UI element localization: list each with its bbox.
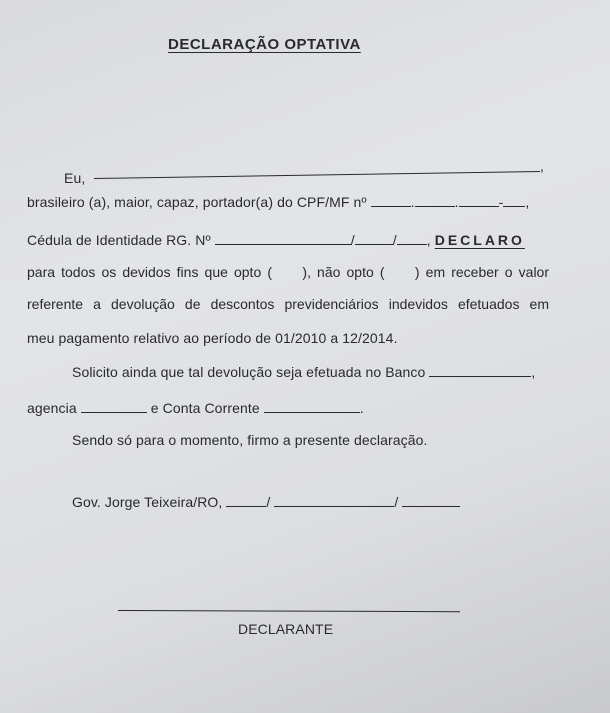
place-date-line xyxy=(72,494,460,510)
cpf-blank-3[interactable] xyxy=(459,194,499,207)
cpf-text: brasileiro (a), maior, capaz, portador(a) do CPF/MF nº xyxy=(27,194,367,210)
cpf-blank-1[interactable] xyxy=(371,194,411,207)
declaro-word: DECLARO xyxy=(434,232,525,248)
rg-blank-3[interactable] xyxy=(397,232,427,245)
sendo-line: Sendo só para o momento, firmo a presente declaração. xyxy=(72,432,428,448)
conta-blank[interactable] xyxy=(264,400,360,413)
agencia-blank[interactable] xyxy=(81,400,147,413)
cpf-dot-2: . xyxy=(454,194,459,210)
eu-label: Eu, xyxy=(64,170,86,186)
cpf-blank-2[interactable] xyxy=(415,194,455,207)
signature-label: DECLARANTE xyxy=(238,621,334,637)
cpf-dot-1: . xyxy=(410,194,415,210)
rg-slash-2: / xyxy=(392,232,397,248)
solicito-text: Solicito ainda que tal devolução seja efetuada no Banco xyxy=(72,364,426,380)
cpf-dash: - xyxy=(498,194,504,210)
year-blank[interactable] xyxy=(402,494,460,507)
rg-blank-2[interactable] xyxy=(355,232,393,245)
rg-line xyxy=(27,232,525,248)
conta-dot: . xyxy=(359,400,364,416)
document-title: DECLARAÇÃO OPTATIVA xyxy=(168,36,361,53)
cpf-line xyxy=(27,194,529,210)
body-line-referente: referente a devolução de descontos previdenciários indevidos efetuados em xyxy=(27,296,549,312)
conta-label: e Conta Corrente xyxy=(150,400,260,416)
name-comma: , xyxy=(540,158,544,174)
date-slash-2: / xyxy=(394,494,399,510)
banco-comma: , xyxy=(531,364,536,380)
body-line-pagamento: meu pagamento relativo ao período de 01/2010 a 12/2014. xyxy=(27,330,398,346)
banco-blank[interactable] xyxy=(429,364,531,377)
cpf-comma: , xyxy=(525,194,530,210)
rg-slash-1: / xyxy=(350,232,355,248)
day-blank[interactable] xyxy=(226,494,266,507)
rg-blank-1[interactable] xyxy=(215,232,351,245)
name-blank[interactable] xyxy=(94,171,540,179)
rg-text: Cédula de Identidade RG. Nº xyxy=(27,232,211,248)
agencia-line xyxy=(27,400,364,416)
solicito-line xyxy=(72,364,535,380)
signature-line[interactable] xyxy=(118,610,460,612)
place-label: Gov. Jorge Teixeira/RO, xyxy=(72,494,223,510)
agencia-label: agencia xyxy=(27,400,77,416)
cpf-blank-4[interactable] xyxy=(503,194,525,207)
rg-comma: , xyxy=(426,232,431,248)
date-slash-1: / xyxy=(266,494,271,510)
body-line-opto: para todos os devidos fins que opto ( ), não opto ( ) em receber o valor xyxy=(27,264,549,280)
month-blank[interactable] xyxy=(274,494,394,507)
